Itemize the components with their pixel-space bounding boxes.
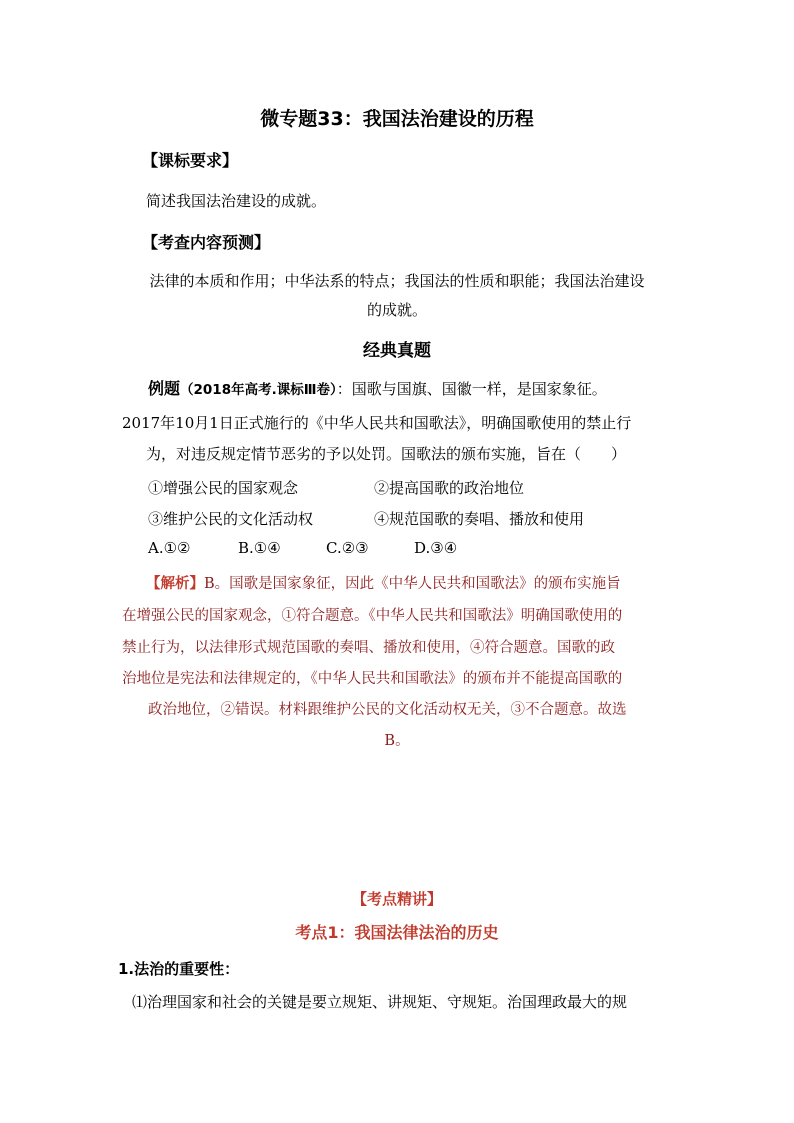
- paragraph-1: ⑴治理国家和社会的关键是要立规矩、讲规矩、守规矩。治国理政最大的规: [132, 993, 628, 1011]
- example-label: 例题: [148, 379, 181, 398]
- page-title: 微专题33：我国法治建设的历程: [260, 108, 534, 130]
- example-source: （2018年高考.课标Ⅲ卷）: [180, 382, 337, 398]
- choice-b: B.①④: [238, 539, 281, 557]
- choice-c: C.②③: [326, 539, 369, 557]
- standard-heading: 【课标要求】: [142, 151, 239, 170]
- forecast-line1: 法律的本质和作用；中华法系的特点；我国法的性质和职能；我国法治建设: [149, 272, 645, 290]
- example-line: [148, 376, 607, 399]
- analysis-line4: 治地位是宪法和法律规定的，《中华人民共和国歌法》的颁布并不能提高国歌的: [122, 671, 623, 687]
- analysis-text1: B。国歌是国家象征，因此《中华人民共和国歌法》的颁布实施旨: [204, 576, 621, 592]
- sub-heading-1: 1.法治的重要性：: [118, 960, 240, 978]
- example-text: ：国歌与国旗、国徽一样，是国家象征。: [336, 380, 607, 398]
- option-4: ④规范国歌的奏唱、播放和使用: [374, 510, 585, 528]
- points-heading: 【考点精讲】: [351, 890, 442, 908]
- analysis-line1: [146, 572, 621, 593]
- analysis-line2: 在增强公民的国家观念，①符合题意。《中华人民共和国歌法》明确国歌使用的: [122, 608, 623, 624]
- option-2: ②提高国歌的政治地位: [374, 479, 525, 497]
- question-line2: 为，对违反规定情节恶劣的予以处罚。国歌法的颁布实施，旨在（ ）: [146, 445, 627, 463]
- option-1: ①增强公民的国家观念: [148, 479, 299, 497]
- option-3: ③维护公民的文化活动权: [148, 510, 314, 528]
- forecast-heading: 【考查内容预测】: [142, 233, 271, 252]
- analysis-line3: 禁止行为，以法律形式规范国歌的奏唱、播放和使用，④符合题意。国歌的政: [122, 640, 615, 656]
- analysis-line5: 政治地位，②错误。材料跟维护公民的文化活动权无关，③不合题意。故选: [148, 702, 627, 718]
- point1-title: 考点1：我国法律法治的历史: [295, 923, 499, 942]
- classic-heading: 经典真题: [363, 341, 431, 361]
- forecast-line2: 的成就。: [366, 301, 427, 319]
- analysis-line6: B。: [384, 733, 410, 749]
- choice-d: D.③④: [414, 539, 458, 557]
- choice-a: A.①②: [148, 539, 191, 557]
- question-line1: 2017年10月1日正式施行的《中华人民共和国歌法》，明确国歌使用的禁止行: [122, 414, 632, 432]
- standard-text: 简述我国法治建设的成就。: [146, 192, 327, 210]
- analysis-label: 【解析】: [146, 576, 204, 592]
